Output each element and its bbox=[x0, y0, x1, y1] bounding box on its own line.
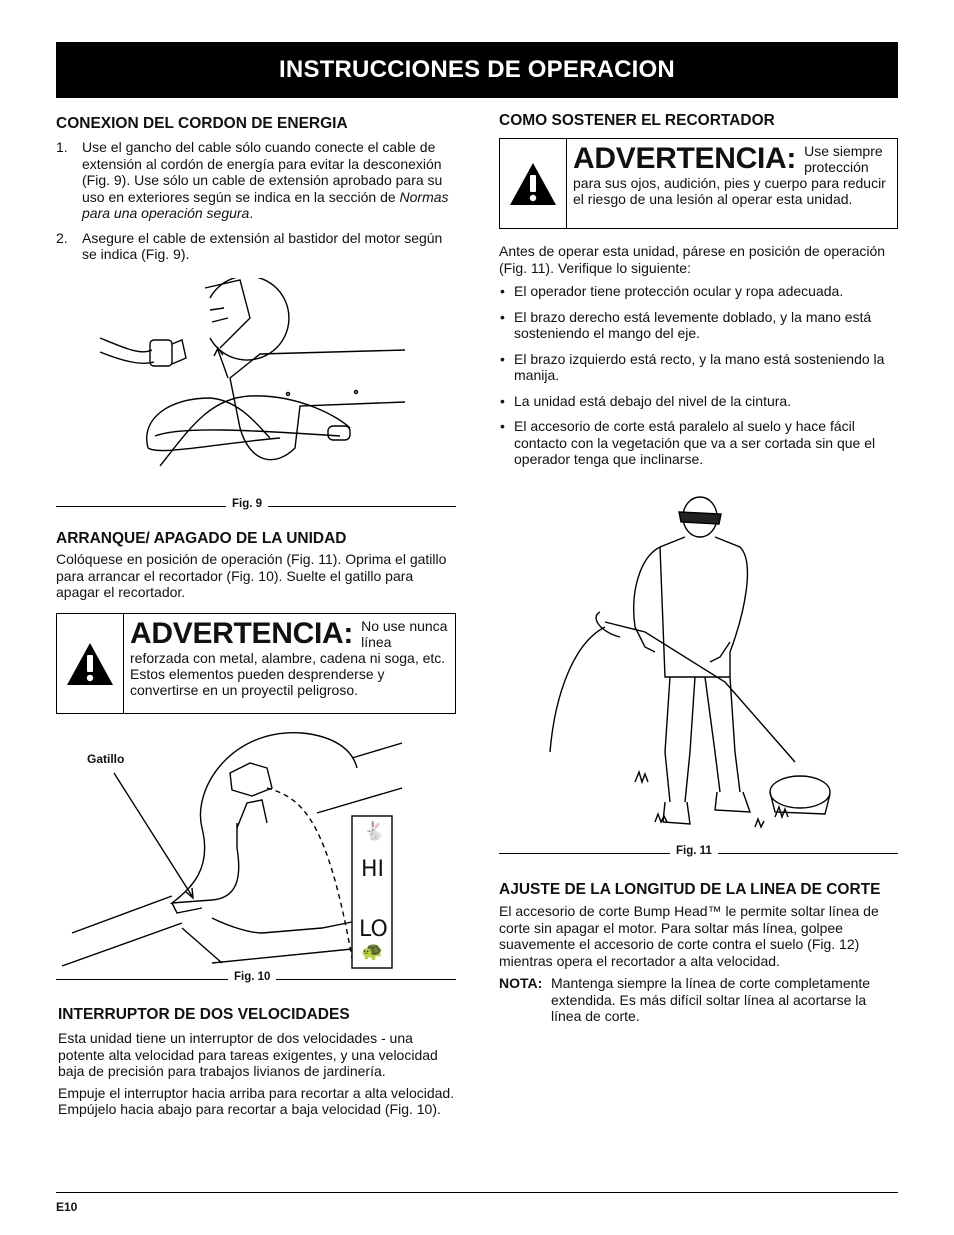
list-item: • El brazo izquierdo está recto, y la mano está sosteniendo la manija. bbox=[499, 351, 898, 384]
turtle-icon: 🐢 bbox=[361, 941, 384, 961]
section-holding bbox=[499, 112, 898, 130]
warning-box-protection bbox=[499, 138, 898, 229]
figure-11-illustration bbox=[545, 492, 855, 837]
section-text: Esta unidad tiene un interruptor de dos velocidades - una potente alta velocidad para tareas exigentes, y una velocidad baja de precisión para trabajos livianos de jardinería. bbox=[58, 1030, 438, 1079]
warning-box-line bbox=[56, 613, 456, 714]
figure-9-illustration bbox=[100, 278, 410, 488]
note-label: NOTA: bbox=[499, 975, 543, 991]
section-checklist bbox=[499, 243, 898, 477]
figure-9-caption: Fig. 9 bbox=[226, 498, 268, 510]
section-power-cord bbox=[56, 115, 456, 271]
section-start-stop bbox=[56, 530, 456, 601]
section-title: INTERRUPTOR DE DOS VELOCIDADES bbox=[58, 1006, 350, 1023]
speed-switch-panel bbox=[353, 817, 391, 967]
page-number: E10 bbox=[56, 1200, 78, 1214]
figure-11-caption: Fig. 11 bbox=[670, 845, 718, 857]
figure-10-caption: Fig. 10 bbox=[228, 971, 276, 983]
section-title: AJUSTE DE LA LONGITUD DE LA LINEA DE CORTE bbox=[499, 881, 881, 898]
section-text: Colóquese en posición de operación (Fig. 11). Oprima el gatillo para arrancar el recortador (Fig. 10). Suelte el gatillo para apagar el recortador. bbox=[56, 551, 447, 600]
rabbit-icon: 🐇 bbox=[363, 821, 386, 841]
section-title: COMO SOSTENER EL RECORTADOR bbox=[499, 112, 775, 129]
footer-rule bbox=[56, 1192, 898, 1193]
section-two-speed bbox=[58, 1006, 458, 1118]
warning-triangle-icon bbox=[57, 614, 124, 713]
trigger-label: Gatillo bbox=[87, 752, 125, 766]
warning-text: No use nunca línea reforzada con metal, alambre, cadena ni soga, etc. Estos elementos pueden desprenderse y convertirse en un proyectil peligroso. bbox=[130, 618, 448, 698]
warning-text: Use siempre protección para sus ojos, audición, pies y cuerpo para reducir el riesgo de una lesión al operar esta unidad. bbox=[573, 143, 886, 207]
note-text: Mantenga siempre la línea de corte completamente extendida. Es más difícil soltar línea al acortarse la línea de corte. bbox=[551, 975, 871, 1024]
list-item: • El operador tiene protección ocular y ropa adecuada. bbox=[499, 283, 898, 300]
section-text: Antes de operar esta unidad, párese en posición de operación (Fig. 11). Verifique lo siguiente: bbox=[499, 243, 886, 276]
section-text: Empuje el interruptor hacia arriba para recortar a alta velocidad. Empújelo hacia abajo para recortar a baja velocidad (Fig. 10). bbox=[58, 1084, 455, 1117]
note bbox=[499, 975, 898, 1025]
list-item: • El brazo derecho está levemente doblado, y la mano está sosteniendo el mango del eje. bbox=[499, 309, 898, 342]
section-banner: INSTRUCCIONES DE OPERACION bbox=[56, 42, 898, 98]
cord-steps bbox=[56, 139, 456, 263]
list-item: 1. Use el gancho del cable sólo cuando conecte el cable de extensión al cordón de energía para evitar la desconexión (Fig. 9). Use sólo un cable de extensión aprobado para su uso en exteriores según se indica en la sección de Normas para una operación segura. bbox=[56, 139, 449, 221]
switch-lo-label: LO bbox=[359, 917, 388, 942]
warning-heading: ADVERTENCIA: bbox=[130, 617, 354, 650]
section-title: ARRANQUE/ APAGADO DE LA UNIDAD bbox=[56, 530, 347, 547]
warning-heading: ADVERTENCIA: bbox=[573, 142, 797, 175]
switch-hi-label: HI bbox=[361, 857, 385, 882]
list-item: • El accesorio de corte está paralelo al suelo y hace fácil contacto con la vegetación que va a ser cortada sin que el operador tenga que inclinarse. bbox=[499, 418, 898, 468]
checklist bbox=[499, 283, 898, 468]
section-text: El accesorio de corte Bump Head™ le permite soltar línea de corte sin apagar el motor. Para soltar más línea, golpee suavemente el accesorio de corte contra el suelo (Fig. 12) mientras opera el recortador a alta velocidad. bbox=[499, 903, 879, 969]
list-item: • La unidad está debajo del nivel de la cintura. bbox=[499, 393, 898, 410]
list-item: 2. Asegure el cable de extensión al bastidor del motor según se indica (Fig. 9). bbox=[56, 229, 443, 262]
section-title: CONEXION DEL CORDON DE ENERGIA bbox=[56, 115, 348, 132]
section-line-length bbox=[499, 881, 898, 1025]
warning-triangle-icon bbox=[500, 139, 567, 228]
